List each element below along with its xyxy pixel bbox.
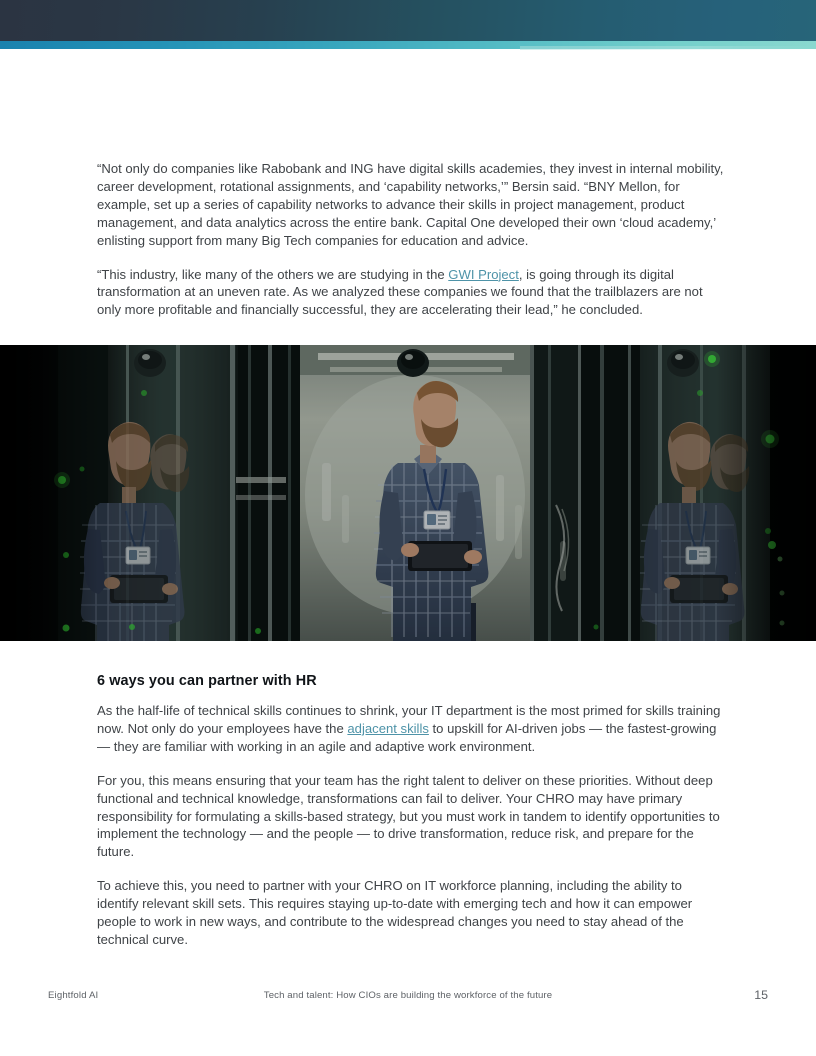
body-paragraph-2: For you, this means ensuring that your team has the right talent to deliver on these priorities. Without deep functional and technical knowledge, transformations can fail to deliver. Your CHRO may have primary responsibility for formulating a skills-based strategy, but you must work in tandem to identify opportunities to implement the technology — and the people — to drive transformation, reduce risk, and prepare for the future.	[97, 772, 720, 860]
bottom-text-block	[97, 672, 725, 949]
footer-brand: Eightfold AI	[48, 990, 99, 1001]
quote-paragraph-2-post: , is going through its digital transformation at an uneven rate. As we analyzed these companies we found that the trailblazers are not only more profitable and financially successful, they are accelerating their lead,” he concluded.	[97, 266, 703, 318]
top-text-block	[97, 160, 725, 319]
footer-page-number: 15	[754, 988, 768, 1002]
quote-paragraph-2-pre: “This industry, like many of the others we are studying in the	[97, 266, 449, 282]
page-header-stripe-fade	[520, 46, 816, 50]
page-header-band	[0, 0, 816, 41]
body-paragraph-1-pre: As the half-life of technical skills continues to shrink, your IT department is the most primed for skills training now. Not only do your employees have the	[97, 703, 721, 736]
page-title: 6 ways you can partner with HR	[97, 673, 317, 689]
body-paragraph-3: To achieve this, you need to partner with your CHRO on IT workforce planning, including the ability to identify relevant skill sets. This requires staying up-to-date with emerging tech and how it can empower people to work in new ways, and contribute to the widespread changes you need to stay ahead of the technical curve.	[97, 878, 693, 947]
body-paragraph-1-post: to upskill for AI-driven jobs — the fastest-growing — they are familiar with working in an agile and adaptive work environment.	[97, 720, 717, 754]
data-center-photo	[0, 345, 816, 641]
quote-paragraph-1: “Not only do companies like Rabobank and ING have digital skills academies, they invest in internal mobility, career development, rotational assignments, and ‘capability networks,’” Bersin said. “BNY Mellon, for example, set up a series of capability networks to advance their skills in project management, product management, and data analytics across the entire bank. Capital One developed their own ‘cloud academy,’ enlisting support from many Big Tech companies for education and advice.	[97, 161, 724, 248]
adjacent-skills-link[interactable]: adjacent skills	[347, 720, 429, 736]
page-footer	[0, 990, 816, 1006]
gwi-project-link[interactable]: GWI Project	[448, 266, 519, 282]
body-paragraph-1	[97, 702, 725, 756]
footer-document-title: Tech and talent: How CIOs are building the workforce of the future	[263, 990, 553, 1001]
quote-paragraph-2	[97, 266, 725, 320]
